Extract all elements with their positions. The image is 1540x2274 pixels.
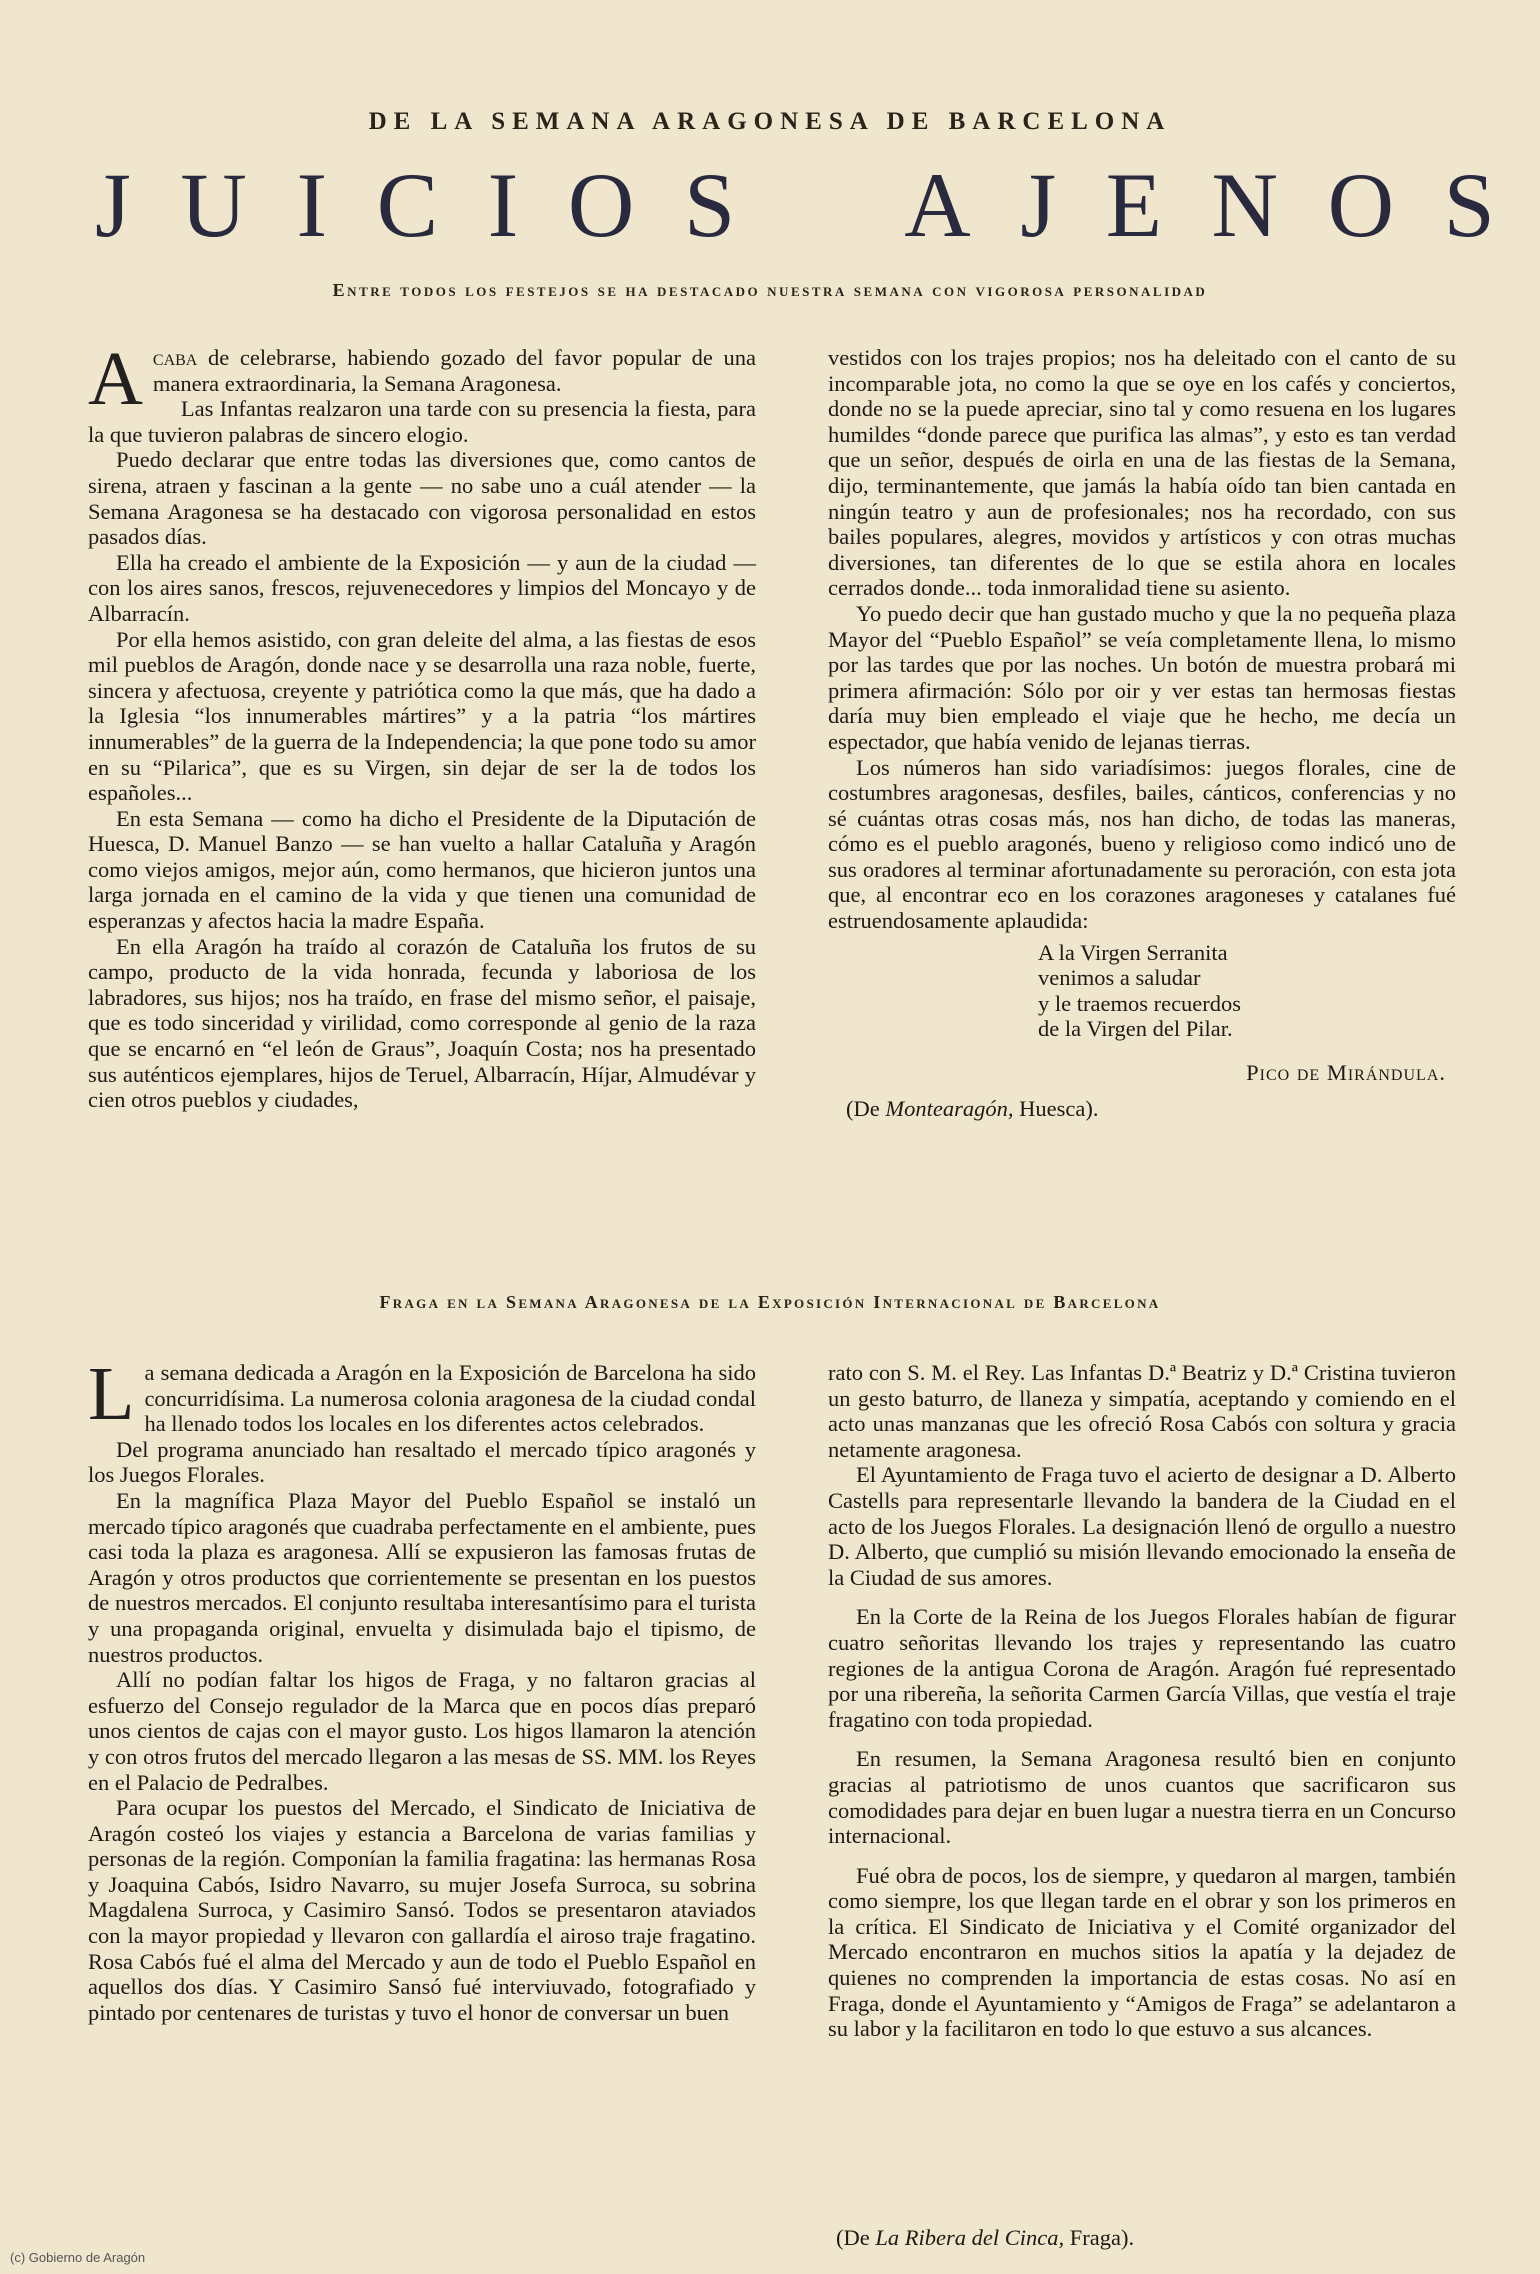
title-word-gap <box>785 150 855 260</box>
article2-title: Fraga en la Semana Aragonesa de la Exposición Internacional de Barcelona <box>379 1292 1161 1312</box>
paragraph: Yo puedo decir que han gustado mucho y que la no pequeña plaza Mayor del “Pueblo Español” se veía completamente llena, lo mismo por las tardes que por las noches. Un botón de muestra probará mi primera afirmación: Sólo por oir y ver estas tan hermosas fiestas daría muy bien empleado el viaje que he hecho, me decía un espectador, que había venido de lejanas tierras. <box>828 600 1456 754</box>
paragraph: Fué obra de pocos, los de siempre, y quedaron al margen, también como siempre, los que llegan tarde en el obrar y son los primeros en la crítica. El Sindicato de Iniciativa y el Comité organizador del Mercado encontraron en muchos sitios la apatía y la dejadez de quienes no comprenden la importancia de estas cosas. No así en Fraga, donde el Ayuntamiento y “Amigos de Fraga” se adelantaron a su labor y la facilitaron en todo lo que estuvo a sus alcances. <box>828 1862 1456 2042</box>
article2-column-left <box>88 1352 756 2025</box>
article1-column-left <box>88 337 756 1113</box>
paragraph: Ella ha creado el ambiente de la Exposición — y aun de la ciudad — con los aires sanos, frescos, rejuvenecedores y limpios del Moncayo y de Albarracín. <box>88 549 756 626</box>
drop-cap: L <box>88 1352 135 1436</box>
paragraph: Los números han sido variadísimos: juegos florales, cine de costumbres aragonesas, desfiles, bailes, cánticos, conferencias y no sé cuántas otras cosas más, nos han dicho, de todas las maneras, cómo es el pueblo aragonés, bueno y religioso como indicó uno de sus oradores al terminar afortunadamente su peroración, con esta jota que, al encontrar eco en los corazones aragoneses y catalanes fué estruendosamente aplaudida: <box>828 754 1456 934</box>
paragraph: En resumen, la Semana Aragonesa resultó bien en conjunto gracias al patriotismo de unos cuantos que sacrificaron sus comodidades para dejar en buen lugar a nuestra tierra en un Concurso internacional. <box>828 1746 1456 1849</box>
paragraph: Allí no podían faltar los higos de Fraga, y no faltaron gracias al esfuerzo del Consejo regulador de la Marca que en pocos días preparó unos cientos de cajas con el mayor gusto. Los higos llamaron la atención y con otros frutos del mercado llegaron a las mesas de SS. MM. los Reyes en el Palacio de Pedralbes. <box>88 1667 756 1795</box>
paragraph: Las Infantas realzaron una tarde con su presencia la fiesta, para la que tuvieron palabras de sincero elogio. <box>88 396 756 447</box>
source-citation <box>836 2225 1436 2251</box>
source-prefix: (De <box>846 1095 886 1121</box>
paragraph: Por ella hemos asistido, con gran deleite del alma, a las fiestas de esos mil pueblos de Aragón, donde nace y se desarrolla una raza noble, fuerte, sincera y afectuosa, creyente y patriótica como la que más, que ha dado a la Iglesia “los innumerables mártires” y a la patria “los mártires innumerables” de la guerra de la Independencia; la que pone todo su amor en su “Pilarica”, que es su Virgen, sin dejar de ser la de todos los españoles... <box>88 626 756 806</box>
paragraph: En esta Semana — como ha dicho el Presidente de la Diputación de Huesca, D. Manuel Banzo — se han vuelto a hallar Cataluña y Aragón como viejos amigos, mejor aún, como hermanos, que hicieron juntos una larga jornada en el camino de la vida y que tienen una comunidad de esperanzas y afectos hacia la madre España. <box>88 805 756 934</box>
jota-verse <box>1038 940 1456 1042</box>
source-title: La Ribera del Cinca, <box>875 2225 1065 2250</box>
source-citation <box>828 1096 1456 1122</box>
paragraph: Del programa anunciado han resaltado el mercado típico aragonés y los Juegos Florales. <box>88 1436 756 1488</box>
verse-line: y le traemos recuerdos <box>1038 990 1242 1016</box>
paragraph: En la Corte de la Reina de los Juegos Florales habían de figurar cuatro señoritas llevando los trajes y representando las cuatro regiones de la antigua Corona de Aragón. Aragón fué representado por una ribereña, la señorita Carmen García Villas, que vestía el traje fragatino con toda propiedad. <box>828 1604 1456 1732</box>
title-letter: O <box>1327 154 1395 256</box>
page-title <box>95 150 1495 260</box>
source-prefix: (De <box>836 2225 876 2250</box>
title-letter: C <box>376 154 439 256</box>
paragraph: Puedo declarar que entre todas las diversiones que, como cantos de sirena, atraen y fascinan a la gente — no sabe uno a cuál atender — la Semana Aragonesa se ha destacado con vigorosa personalidad en estos pasados días. <box>88 447 756 550</box>
article1-column-right <box>828 345 1456 1121</box>
source-suffix: Fraga). <box>1064 2225 1135 2250</box>
title-letter: N <box>1211 154 1278 256</box>
drop-word: caba <box>152 345 198 370</box>
paragraph <box>88 337 756 421</box>
drop-cap: A <box>88 337 143 421</box>
title-letter: U <box>180 154 247 256</box>
paragraph-text: a semana dedicada a Aragón en la Exposición de Barcelona ha sido concurridísima. La numerosa colonia aragonesa de la ciudad condal ha llenado todos los locales en los diferentes actos celebrados. <box>144 1360 756 1437</box>
paragraph: El Ayuntamiento de Fraga tuvo el acierto de designar a D. Alberto Castells para representarle llevando la bandera de la Ciudad en el acto de los Juegos Florales. La designación llenó de orgullo a nuestro D. Alberto, que cumplió su misión llevando emocionado la enseña de la Ciudad de sus amores. <box>828 1462 1456 1590</box>
author-signature: Pico de Mirándula. <box>1246 1060 1446 1086</box>
article2-column-right <box>828 1360 1456 2042</box>
title-letter: I <box>487 154 519 256</box>
copyright-credit: (c) Gobierno de Aragón <box>10 2250 146 2265</box>
title-letter: S <box>683 154 736 256</box>
article-subtitle: Entre todos los festejos se ha destacado nuestra semana con vigorosa personalidad <box>332 280 1208 300</box>
title-letter: I <box>296 154 328 256</box>
source-title: Montearagón, <box>885 1095 1014 1121</box>
verse-line: de la Virgen del Pilar. <box>1038 1016 1233 1042</box>
paragraph: En la magnífica Plaza Mayor del Pueblo Español se instaló un mercado típico aragonés que cuadraba perfectamente en el ambiente, pues casi toda la plaza es aragonesa. Allí se expusieron las famosas frutas de Aragón y otros productos que corrientemente se presentan en los puestos de nuestros mercados. El conjunto resultaba interesantísimo para el turista y una propaganda original, envuelta y disimulada bajo el tipismo, de nuestros productos. <box>88 1487 756 1667</box>
verse-line: venimos a saludar <box>1038 965 1201 991</box>
title-letter: E <box>1105 154 1162 256</box>
paragraph <box>88 1352 756 1437</box>
title-letter: A <box>904 154 971 256</box>
source-suffix: Huesca). <box>1013 1095 1099 1121</box>
title-letter: J <box>1020 154 1057 256</box>
paragraph-text: de celebrarse, habiendo gozado del favor popular de una manera extraordinaria, la Semana Aragonesa. <box>152 345 756 396</box>
paragraph: rato con S. M. el Rey. Las Infantas D.ª Beatriz y D.ª Cristina tuvieron un gesto baturro, de llaneza y simpatía, aceptando y comiendo en el acto unas manzanas que les ofreció Rosa Cabós con soltura y gracia netamente aragonesa. <box>828 1360 1456 1462</box>
title-letter: S <box>1443 154 1495 256</box>
verse-line: A la Virgen Serranita <box>1038 939 1228 965</box>
section-kicker: DE LA SEMANA ARAGONESA DE BARCELONA <box>368 108 1172 135</box>
paragraph: En ella Aragón ha traído al corazón de Cataluña los frutos de su campo, producto de la vida honrada, fecunda y laboriosa de los labradores, sus hijos; nos ha traído, en frase del mismo señor, el paisaje, que es todo sinceridad y virilidad, como corresponde al genio de la raza que se encarnó en “el león de Graus”, Joaquín Costa; nos ha presentado sus auténticos ejemplares, hijos de Teruel, Albarracín, Híjar, Almudévar y cien otros pueblos y ciudades, <box>88 933 756 1113</box>
paragraph: Para ocupar los puestos del Mercado, el Sindicato de Iniciativa de Aragón costeó los viajes y estancia a Barcelona de varias familias y personas de la región. Componían la familia fragatina: las hermanas Rosa y Joaquina Cabós, Isidro Navarro, su mujer Josefa Surroca, su sobrina Magdalena Surroca, y Casimiro Sansó. Todos se presentaron ataviados con la mayor propiedad y llevaron con gallardía el airoso traje fragatino. Rosa Cabós fué el alma del Mercado y aun de todo el Pueblo Español en aquellos dos días. Y Casimiro Sansó fué interviuvado, fotografiado y pintado por centenares de turistas y tuvo el honor de conversar un buen <box>88 1795 756 2025</box>
title-letter: J <box>95 154 131 256</box>
title-letter: O <box>567 154 635 256</box>
paragraph: vestidos con los trajes propios; nos ha deleitado con el canto de su incomparable jota, no como la que se oye en los cafés y conciertos, donde no se la puede apreciar, sino tal y como resuena en los lugares humildes “donde parece que purifica las almas”, y esto es tan verdad que un señor, después de oirla en una de las fiestas de la Semana, dijo, terminantemente, que jamás la había oído tan bien cantada en ningún teatro y aun de profesionales; nos ha recordado, con sus bailes populares, alegres, movidos y artísticos y con otras muchas diversiones, tan diferentes de lo que se estila ahora en locales cerrados donde... toda inmoralidad tiene su asiento. <box>828 345 1456 601</box>
